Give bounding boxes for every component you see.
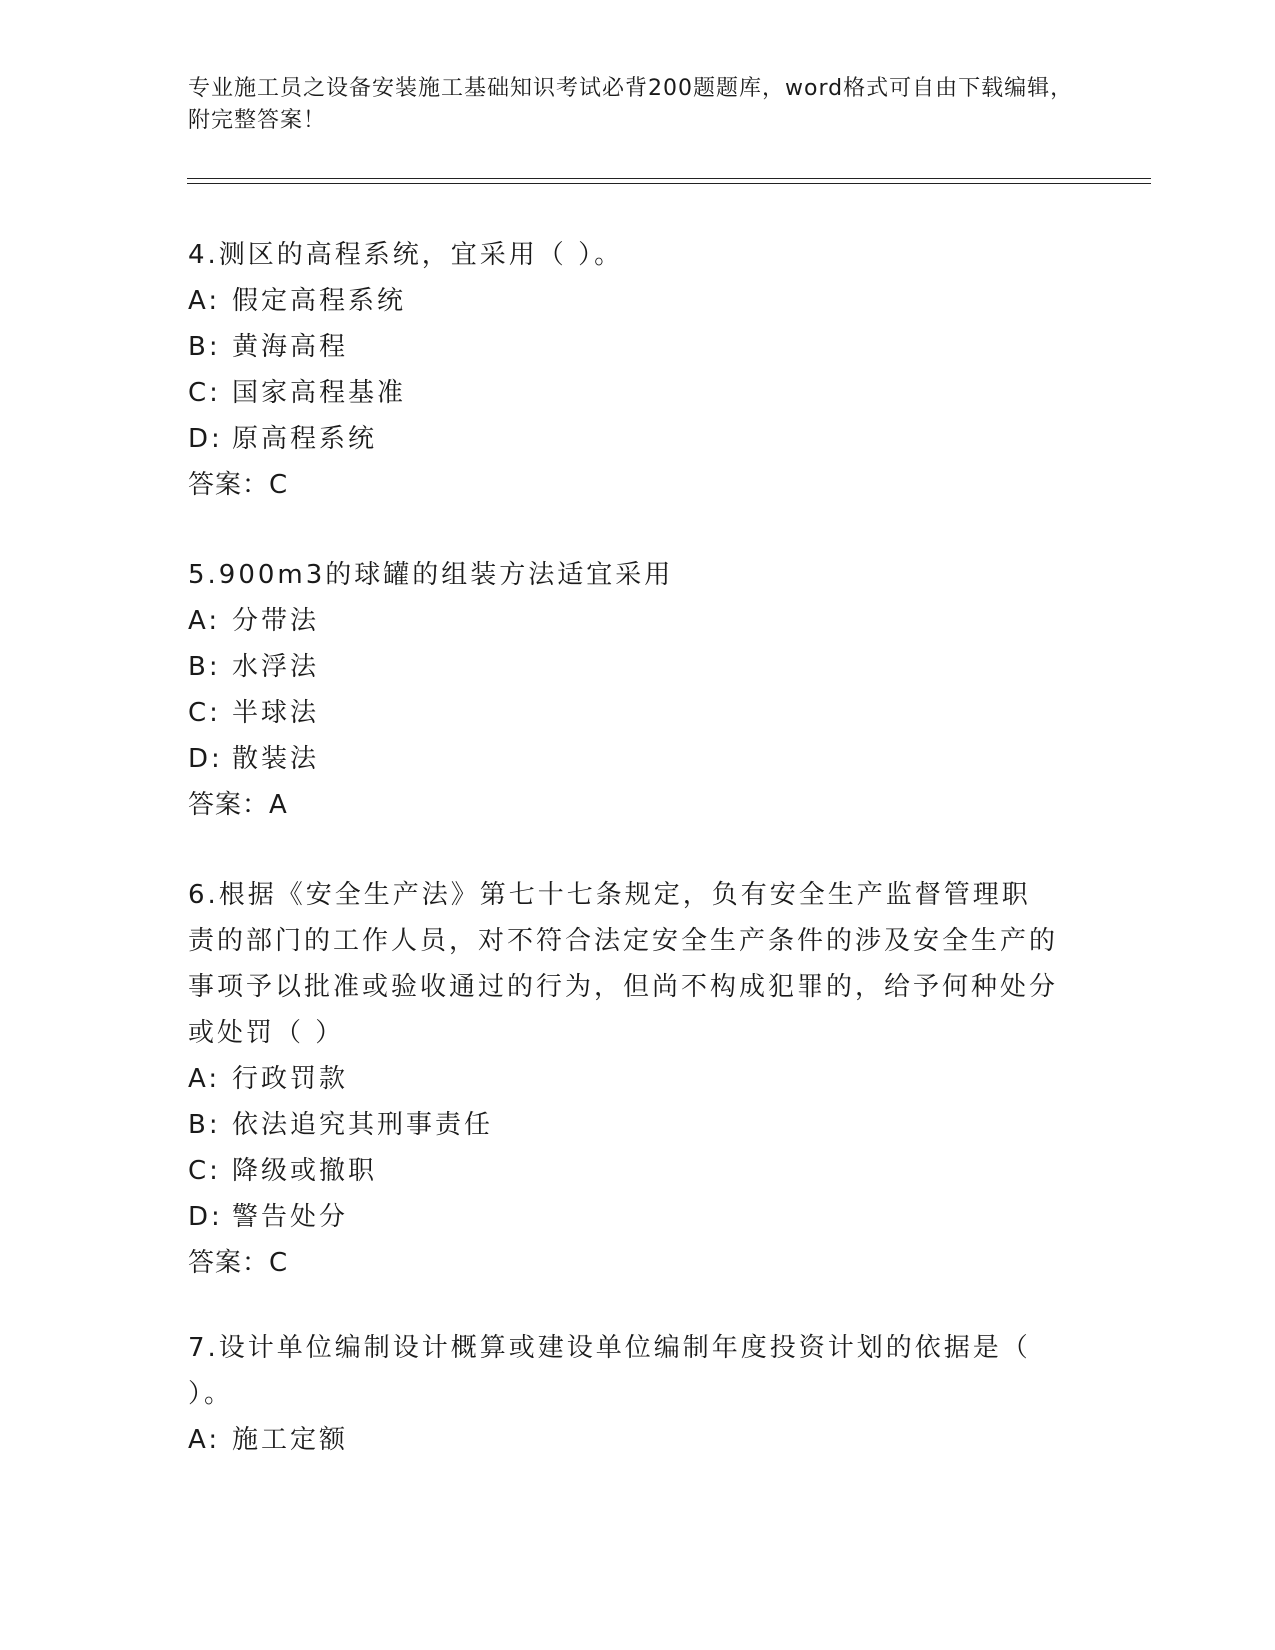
answer-line: 答案：A (188, 790, 288, 820)
option-text: 国家高程基准 (232, 378, 407, 408)
question-text: 6.根据《安全生产法》第七十七条规定，负有安全生产监督管理职责的部门的工作人员，对不符合法定安全生产条件的涉及安全生产的事项予以批准或验收通过的行为，但尚不构成犯罪的，给予何种处分或处罚（ ） (188, 880, 1059, 1048)
question-block (188, 872, 1058, 1286)
question-block (188, 1325, 1058, 1463)
option-label: C: (188, 378, 221, 408)
option-d (188, 736, 1058, 782)
option-text: 半球法 (232, 698, 320, 728)
option-b (188, 644, 1058, 690)
answer-line: 答案：C (188, 1248, 289, 1278)
option-label: C: (188, 698, 221, 728)
option-text: 水浮法 (232, 652, 320, 682)
header-divider-top (187, 178, 1151, 179)
option-text: 黄海高程 (232, 332, 349, 362)
option-b (188, 1102, 1058, 1148)
question-text: 4.测区的高程系统，宜采用（ ）。 (188, 240, 624, 270)
option-text: 警告处分 (232, 1202, 349, 1232)
option-text: 施工定额 (232, 1425, 349, 1455)
option-a (188, 278, 1058, 324)
header-divider-bottom (187, 183, 1151, 184)
option-text: 散装法 (232, 744, 320, 774)
option-label: B: (188, 652, 221, 682)
option-d (188, 1194, 1058, 1240)
question-block (188, 552, 1058, 828)
document-header: 专业施工员之设备安装施工基础知识考试必背200题题库，word格式可自由下载编辑，附完整答案！ (188, 76, 1074, 133)
option-text: 降级或撤职 (232, 1156, 378, 1186)
option-a (188, 598, 1058, 644)
question-text: 5.900m3的球罐的组装方法适宜采用 (188, 560, 674, 590)
option-text: 分带法 (232, 606, 320, 636)
question-text: 7.设计单位编制设计概算或建设单位编制年度投资计划的依据是（ ）。 (188, 1333, 1031, 1409)
option-c (188, 1148, 1058, 1194)
option-text: 原高程系统 (232, 424, 378, 454)
option-c (188, 370, 1058, 416)
option-label: D: (188, 744, 223, 774)
option-text: 假定高程系统 (232, 286, 407, 316)
option-text: 依法追究其刑事责任 (232, 1110, 494, 1140)
option-label: A: (188, 606, 221, 636)
option-d (188, 416, 1058, 462)
option-label: A: (188, 1425, 221, 1455)
option-text: 行政罚款 (232, 1064, 349, 1094)
option-label: B: (188, 1110, 221, 1140)
option-label: B: (188, 332, 221, 362)
option-label: D: (188, 424, 223, 454)
option-label: A: (188, 286, 221, 316)
option-label: C: (188, 1156, 221, 1186)
option-b (188, 324, 1058, 370)
option-a (188, 1417, 1058, 1463)
answer-line: 答案：C (188, 470, 289, 500)
option-c (188, 690, 1058, 736)
option-a (188, 1056, 1058, 1102)
option-label: A: (188, 1064, 221, 1094)
option-label: D: (188, 1202, 223, 1232)
question-block (188, 232, 1058, 508)
